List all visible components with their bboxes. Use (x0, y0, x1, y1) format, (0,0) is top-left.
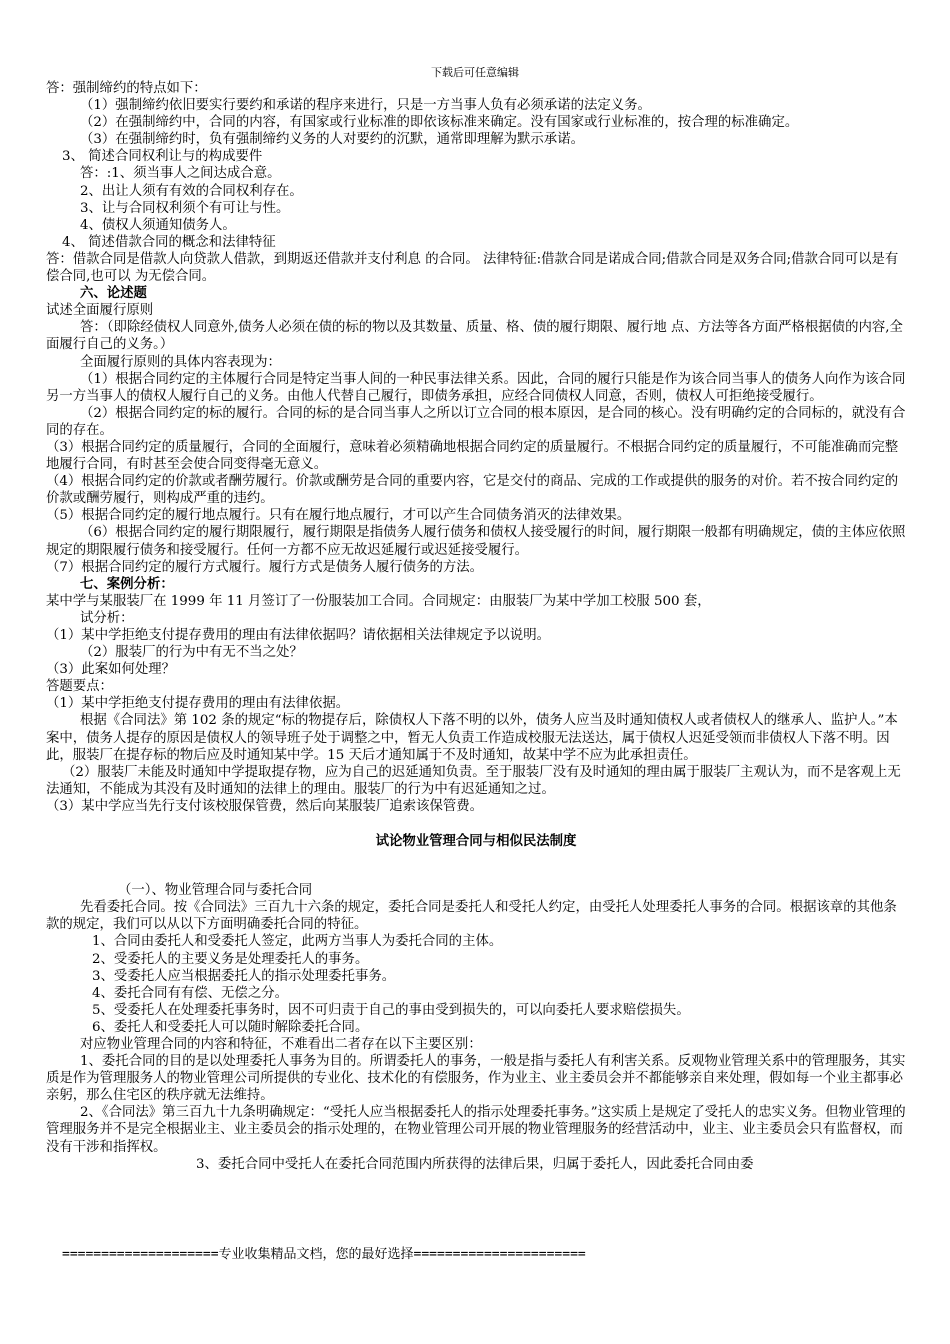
answer-paragraph: 答：借款合同是借款人向贷款人借款，到期返还借款并支付利息 的合同。 法律特征:借款合同是诺成合同;借款合同是双务合同;借款合同可以是有偿合同,也可以 为无偿合同。 (46, 251, 899, 285)
case-prompt: 试分析： (80, 610, 134, 626)
answer-heading: 答题要点： (46, 679, 113, 695)
list-item: （2）在强制缔约中，合同的内容，有国家或行业标准的即依该标准来确定。没有国家或行业标准的，按合理的标准确定。 (80, 115, 799, 131)
case-question: （3）此案如何处理？ (46, 662, 176, 678)
list-item: 1、合同由委托人和受委托人签定，此两方当事人为委托合同的主体。 (92, 934, 503, 950)
article-title: 试论物业管理合同与相似民法制度 (375, 834, 577, 850)
question-heading: 4、 简述借款合同的概念和法律特征 (62, 234, 276, 250)
list-item: 3、让与合同权利须个有可让与性。 (80, 200, 290, 216)
list-item: 4、债权人须通知债务人。 (80, 217, 236, 233)
section-heading: 六、论述题 (80, 285, 147, 302)
paragraph: （2）根据合同约定的标的履行。合同的标的是合同当事人之所以订立合同的根本原因，是合同的核心。没有明确约定的合同标的，就没有合同的存在。 (46, 405, 906, 438)
list-item: （1）强制缔约依旧要实行要约和承诺的程序来进行，只是一方当事人负有必须承诺的法定义务。 (80, 98, 651, 114)
list-item: 6、委托人和受委托人可以随时解除委托合同。 (92, 1019, 369, 1035)
list-item: 5、受委托人在处理委托事务时，因不可归责于自己的事由受到损失的，可以向委托人要求赔偿损失。 (92, 1002, 690, 1018)
paragraph: 全面履行原则的具体内容表现为： (80, 354, 281, 370)
list-item: 2、受委托人的主要义务是处理委托人的事务。 (92, 951, 369, 967)
answer-point: （3）某中学应当先行支付该校服保管费，然后向某服装厂追索该保管费。 (46, 798, 484, 814)
question-line: 试述全面履行原则 (46, 303, 154, 319)
document-body (46, 80, 906, 1173)
list-item: 4、委托合同有有偿、无偿之分。 (92, 985, 288, 1001)
paragraph: 1、委托合同的目的是以处理委托人事务为目的。所谓委托人的事务，一般是指与委托人有利害关系。反观物业管理关系中的管理服务，其实质是作为管理服务人的物业管理公司所提供的专业化、技术化的有偿服务，作为业主、业主委员会并不都能够亲自来处理，假如每一个业主都事必亲躬，那么住宅区的秩序就无法维持。 (46, 1054, 906, 1104)
answer-line: 答：:1、须当事人之间达成合意。 (80, 166, 281, 182)
paragraph: （4）根据合同约定的价款或者酬劳履行。价款或酬劳是合同的重要内容，它是交付的商品、完成的工作或提供的服务的对价。若不按合同约定的价款或酬劳履行，则构成严重的违约。 (46, 474, 899, 507)
answer-point: （1）某中学拒绝支付提存费用的理由有法律依据。 (46, 696, 350, 712)
paragraph: 2、《合同法》第三百九十九条明确规定：“受托人应当根据委托人的指示处理委托事务。”这实质上是规定了受托人的忠实义务。但物业管理的管理服务并不是完全根据业主、业主委员会的指示处理的，在物业管理公司开展的物业管理服务的经营活动中，业主、业主委员会只有监督权，而没有干涉和指挥权。 (46, 1105, 906, 1155)
case-question: （1）某中学拒绝支付提存费用的理由有法律依据吗？请依据相关法律规定予以说明。 (46, 628, 550, 643)
paragraph: 3、委托合同中受托人在委托合同范围内所获得的法律后果，归属于委托人，因此委托合同由委 (196, 1156, 754, 1172)
answer-paragraph: 根据《合同法》第 102 条的规定“标的物提存后，除债权人下落不明的以外，债务人应当及时通知债权人或者债权人的继承人、监护人。”本案中，债务人提存的原因是债权人的领导班子处于调整之中，暂无人负责工作造成校服无法送达，属于债权人迟延受领而非债权人下落不明。因此，服装厂在提存标的物后应及时通知某中学。15 天后才通知属于不及时通知，故某中学不应为此承担责任。 (46, 713, 898, 763)
question-heading: 3、 简述合同权利让与的构成要件 (62, 149, 263, 165)
answer-paragraph: （2）服装厂未能及时通知中学提取提存物，应为自己的迟延通知负责。至于服装厂没有及时通知的理由属于服装厂主观认为，而不是客观上无法通知，不能成为其没有及时通知的法律上的理由。服装厂的行为中有迟延通知之过。 (46, 764, 901, 797)
paragraph: （7）根据合同约定的履行方式履行。履行方式是债务人履行债务的方法。 (46, 559, 484, 575)
answer-line: 答：强制缔约的特点如下： (46, 81, 207, 96)
list-item: 3、受委托人应当根据委托人的指示处理委托事务。 (92, 968, 396, 984)
case-text: 某中学与某服装厂在 1999 年 11 月签订了一份服装加工合同。合同规定：由服装厂为某中学加工校服 500 套， (46, 593, 711, 609)
paragraph: （6）根据合同约定的履行期限履行，履行期限是指债务人履行债务和债权人接受履行的时间，履行期限一般都有明确规定，债的主体应依照规定的期限履行债务和接受履行。任何一方都不应无故迟延履行或迟延接受履行。 (46, 525, 906, 558)
paragraph: 先看委托合同。按《合同法》三百九十六条的规定，委托合同是委托人和受托人约定，由受托人处理委托人事务的合同。根据该章的其他条款的规定，我们可以从以下方面明确委托合同的特征。 (46, 900, 897, 933)
list-item: （3）在强制缔约时，负有强制缔约义务的人对要约的沉默，通常即理解为默示承诺。 (80, 132, 584, 148)
paragraph: （1）根据合同约定的主体履行合同是特定当事人间的一种民事法律关系。因此，合同的履行只能是作为该合同当事人的债务人向作为该合同另一方当事人的债权人履行自己的义务。由他人代替自己履行，即债务承担，应经合同债权人同意，否则，债权人可拒绝接受履行。 (46, 371, 906, 404)
subsection-heading: （一）、物业管理合同与委托合同 (118, 883, 313, 899)
paragraph: 对应物业管理合同的内容和特征，不难看出二者存在以下主要区别： (80, 1036, 482, 1052)
header-note: 下载后可任意编辑 (431, 66, 519, 79)
paragraph: （5）根据合同约定的履行地点履行。只有在履行地点履行，才可以产生合同债务消灭的法律效果。 (46, 508, 631, 524)
footer-banner: ====================专业收集精品文档，您的最好选择====================== (62, 1247, 586, 1262)
paragraph: （3）根据合同约定的质量履行，合同的全面履行，意味着必须精确地根据合同约定的质量履行。不根据合同约定的质量履行，不可能准确而完整地履行合同，有时甚至会使合同变得毫无意义。 (46, 439, 899, 473)
list-item: 2、出让人须有有效的合同权利存在。 (80, 183, 303, 199)
section-heading: 七、案例分析： (80, 575, 174, 592)
answer-paragraph: 答：（即除经债权人同意外,债务人必须在债的标的物以及其数量、质量、格、债的履行期限、履行地 点、方法等各方面严格根据债的内容,全面履行自己的义务。） (46, 320, 903, 353)
case-question: （2）服装厂的行为中有无不当之处？ (80, 645, 303, 661)
